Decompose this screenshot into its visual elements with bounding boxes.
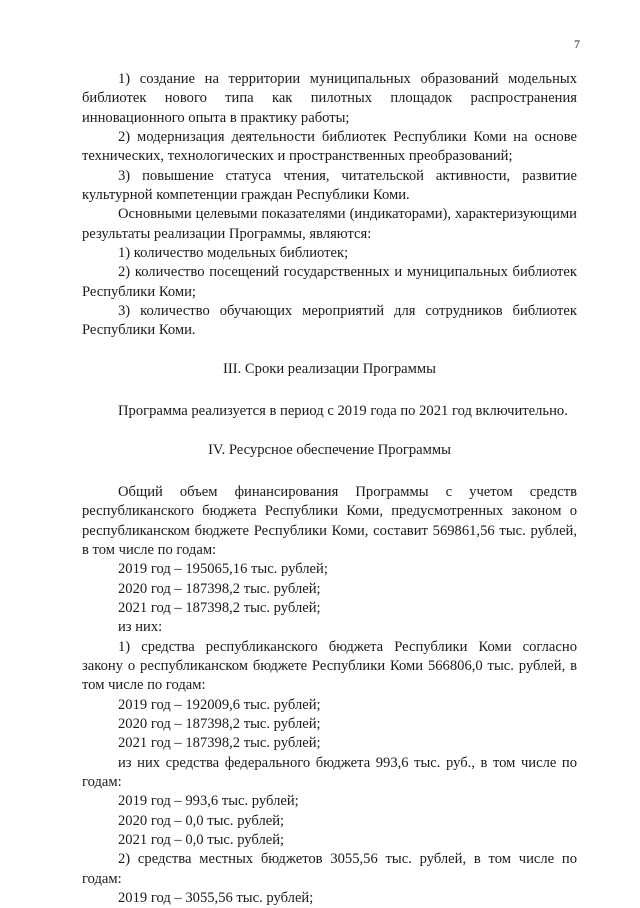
year-line: 2020 год – 187398,2 тыс. рублей; xyxy=(118,715,321,732)
section-heading-resources: IV. Ресурсное обеспечение Программы xyxy=(208,441,451,458)
year-line: 2020 год – 0,0 тыс. рублей; xyxy=(118,812,285,829)
year-line: 2021 год – 0,0 тыс. рублей; xyxy=(118,832,285,849)
task-item: 3) повышение статуса чтения, читательской активности, развитие культурной компетенции граждан Республики Коми. xyxy=(82,167,577,204)
indicator-item: 3) количество обучающих мероприятий для сотрудников библиотек Республики Коми. xyxy=(82,303,577,339)
indicators-intro: Основными целевыми показателями (индикаторами), характеризующими результаты реализации Программы, являются: xyxy=(82,206,577,242)
indicator-item: 1) количество модельных библиотек; xyxy=(118,245,349,262)
year-line: 2019 год – 3055,56 тыс. рублей; xyxy=(118,890,314,907)
total-funding: Общий объем финансирования Программы с учетом средств республиканского бюджета Республики Коми, предусмотренных законом о республиканском бюджете Республики Коми, составит 569861,56 тыс. рублей, в том числе по годам: xyxy=(82,483,577,558)
year-line: 2020 год – 187398,2 тыс. рублей; xyxy=(118,580,321,597)
year-line: 2021 год – 187398,2 тыс. рублей; xyxy=(118,599,321,616)
of-them-label: из них: xyxy=(118,619,163,636)
page-number: 7 xyxy=(574,37,580,51)
year-line: 2019 год – 993,6 тыс. рублей; xyxy=(118,793,299,810)
section-heading-terms: III. Сроки реализации Программы xyxy=(223,360,436,377)
year-line: 2019 год – 195065,16 тыс. рублей; xyxy=(118,561,328,578)
task-item: 1) создание на территории муниципальных образований модельных библиотек нового типа как пилотных площадок распространения инновационного опыта в практику работы; xyxy=(82,71,577,126)
terms-text: Программа реализуется в период с 2019 года по 2021 год включительно. xyxy=(118,403,568,420)
local-funding: 2) средства местных бюджетов 3055,56 тыс. рублей, в том числе по годам: xyxy=(82,851,577,887)
year-line: 2019 год – 192009,6 тыс. рублей; xyxy=(118,696,321,713)
task-item: 2) модернизация деятельности библиотек Республики Коми на основе технических, технологических и пространственных преобразований; xyxy=(82,129,577,165)
republic-funding: 1) средства республиканского бюджета Республики Коми согласно закону о республиканском бюджете Республики Коми 566806,0 тыс. рублей, в том числе по годам: xyxy=(82,638,577,694)
indicator-item: 2) количество посещений государственных и муниципальных библиотек Республики Коми; xyxy=(82,264,577,300)
federal-funding: из них средства федерального бюджета 993,6 тыс. руб., в том числе по годам: xyxy=(82,754,577,790)
year-line: 2021 год – 187398,2 тыс. рублей; xyxy=(118,735,321,752)
document-body xyxy=(82,70,577,908)
